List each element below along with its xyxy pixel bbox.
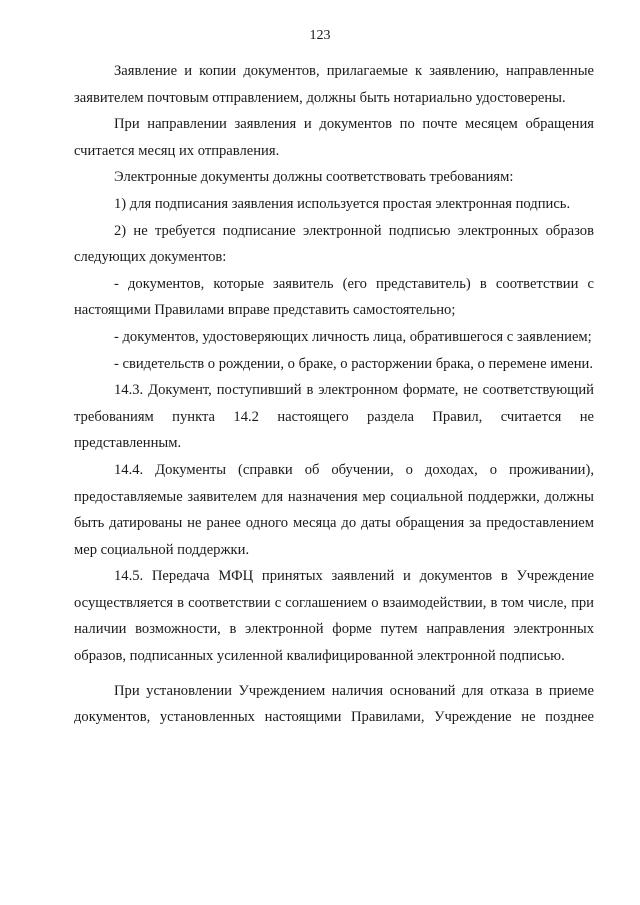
paragraph-electronic-requirements: Электронные документы должны соответствовать требованиям: [114,169,514,186]
list-item-identity-documents: - документов, удостоверяющих личность лица, обратившегося с заявлением; [114,328,592,345]
paragraph-notarial-copies: Заявление и копии документов, прилагаемые к заявлению, направленные заявителем почтовым отправлением, должны быть нотариально удостоверены. [74,63,594,106]
paragraph-14-3: 14.3. Документ, поступивший в электронном формате, не соответствующий требованиям пункта 14.2 настоящего раздела Правил, считается не представленным. [74,382,594,452]
paragraph-simple-signature: 1) для подписания заявления используется простая электронная подпись. [114,195,571,212]
paragraph-postal-month: При направлении заявления и документов по почте месяцем обращения считается месяц их отправления. [74,116,594,159]
page-number: 123 [309,28,331,43]
paragraph-14-4: 14.4. Документы (справки об обучении, о доходах, о проживании), предоставляемые заявителем для назначения мер социальной поддержки, должны быть датированы не ранее одного месяца до даты обращения за предоставлением мер социальной поддержки. [74,461,594,558]
list-item-civil-certificates: - свидетельств о рождении, о браке, о расторжении брака, о перемене имени. [114,355,594,372]
document-body [74,58,594,731]
paragraph-14-5: 14.5. Передача МФЦ принятых заявлений и документов в Учреждение осуществляется в соответствии с соглашением о взаимодействии, в том числе, при наличии возможности, в электронной форме путем направления электронных образов, подписанных усиленной квалифицированной электронной подписью. [74,568,594,665]
list-item-applicant-documents: - документов, которые заявитель (его представитель) в соответствии с настоящими Правилами вправе представить самостоятельно; [74,275,594,319]
paragraph-no-signature-required: 2) не требуется подписание электронной подписью электронных образов следующих документов: [74,222,594,266]
paragraph-refusal-grounds: При установлении Учреждением наличия оснований для отказа в приеме документов, установленных настоящими Правилами, Учреждение не позднее [74,682,594,726]
